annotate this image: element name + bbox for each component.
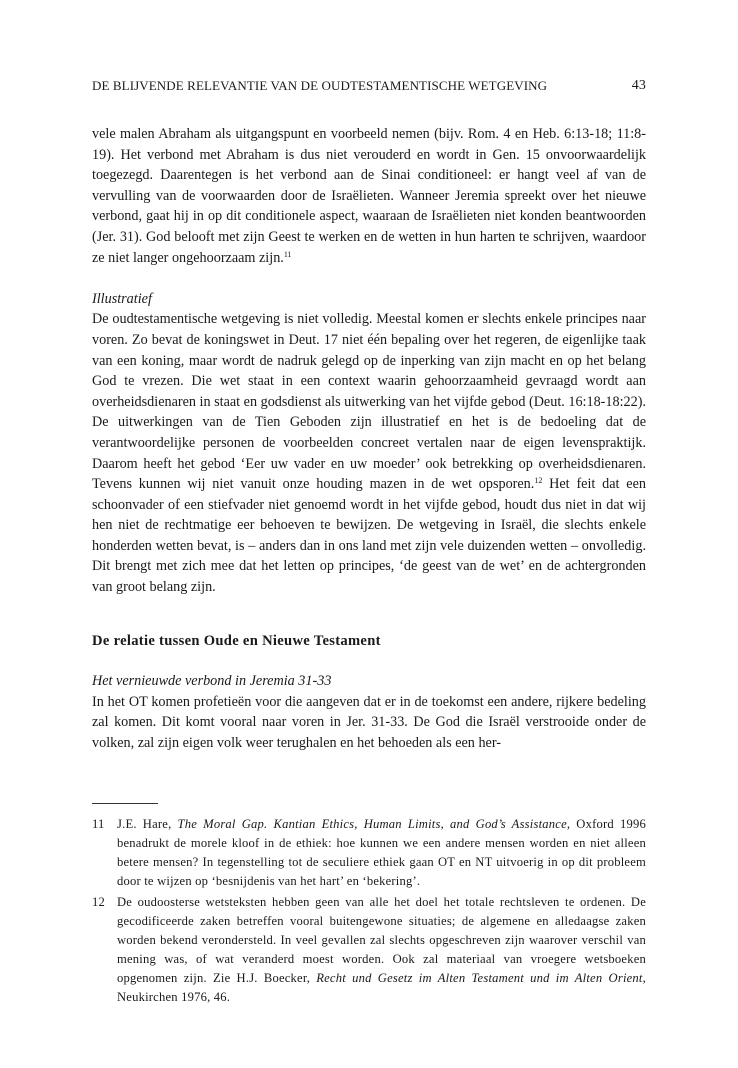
paragraph-text: Het feit dat een schoonvader of een stiefvader niet genoemd wordt in het vijfde gebod, houdt dus niet in dat wij hen niet de rechtmatige eer behoeven te bewijzen. De wetgeving in Israël, die slechts enkele honderden wetten bevat, is – anders dan in ons land met zijn vele duizenden wetten – onvolledig. Dit brengt met zich mee dat het letten op principes, ‘de geest van de wet’ en de achtergronden van groot belang zijn. xyxy=(92,476,646,596)
footnote-number: 12 xyxy=(92,895,105,909)
page-number: 43 xyxy=(631,78,646,93)
subheading-illustratief: Illustratief xyxy=(92,290,152,307)
section-heading: De relatie tussen Oude en Nieuwe Testament xyxy=(92,632,381,649)
paragraph-illustratief xyxy=(92,309,646,597)
footnote-ref-12[interactable]: 12 xyxy=(534,476,543,486)
footnote-text: Oxford 1996 benadrukt de morele kloof in de ethiek: hoe kunnen we een andere mensen worden en niet alleen betere mensen? In tegenstelling tot de seculiere ethiek gaan OT en NT uitvoerig in op dit probleem door te wijzen op ‘besnijdenis van het hart’ en ‘bekering’. xyxy=(117,817,646,888)
footnote-ref-11[interactable]: 11 xyxy=(283,249,292,259)
footnote-author: J.E. Hare, xyxy=(117,817,178,831)
subheading-jeremia: Het vernieuwde verbond in Jeremia 31-33 xyxy=(92,673,332,690)
footnotes xyxy=(92,815,646,1009)
footnote-divider xyxy=(92,803,158,804)
footnote-11 xyxy=(92,815,646,891)
footnote-12 xyxy=(92,893,646,1007)
footnote-text: , Neukirchen 1976, 46. xyxy=(117,971,646,1004)
footnote-book-title: The Moral Gap. Kantian Ethics, Human Limits, and God’s Assistance, xyxy=(177,817,571,831)
paragraph-jeremia: In het OT komen profetieën voor die aangeven dat er in de toekomst een andere, rijkere bedeling zal komen. Dit komt vooral naar voren in Jer. 31-33. De God die Israël verstrooide onder de volken, zal zijn eigen volk weer terughalen en het behoeden als een her- xyxy=(92,693,646,752)
paragraph-abraham xyxy=(92,124,646,268)
footnote-text: De oudoosterse wetsteksten hebben geen van alle het doel het totale rechtsleven te ordenen. De gecodificeerde zaken betreffen vooral buitengewone situaties; de algemene en alledaagse zaken worden bekend verondersteld. In veel gevallen zal slechts opgeschreven zijn waarover verschil van mening was, of wat veranderd moest worden. Ook zal materiaal van vroegere wetsboeken opgenomen zijn. Zie H.J. Boecker, xyxy=(117,895,646,985)
footnote-book-title: Recht und Gesetz im Alten Testament und im Alten Orient xyxy=(316,971,643,985)
running-title: DE BLIJVENDE RELEVANTIE VAN DE OUDTESTAMENTISCHE WETGEVING xyxy=(92,78,548,93)
paragraph-text: De oudtestamentische wetgeving is niet volledig. Meestal komen er slechts enkele principes naar voren. Zo bevat de koningswet in Deut. 17 niet één bepaling over het regeren, de eigenlijke taak van een koning, maar wordt de nadruk gelegd op de inperking van zijn macht en op het belang God te vrezen. Die wet staat in een context waarin gehoorzaamheid gevraagd wordt aan overheidsdienaren in staat en godsdienst als uitwerking van het vijfde gebod (Deut. 16:18-18:22). De uitwerkingen van de Tien Geboden zijn illustratief en het is de bedoeling dat de verantwoordelijke personen de voorbeelden concreet vertalen naar de eigen levenspraktijk. Daarom heeft het gebod ‘Eer uw vader en uw moeder’ ook betrekking op overheidsdienaren. Tevens kunnen wij niet vanuit onze houding mazen in de wet opsporen. xyxy=(92,311,646,493)
body-text xyxy=(92,124,646,754)
running-header xyxy=(92,78,646,98)
footnote-number: 11 xyxy=(92,817,105,831)
paragraph-text: vele malen Abraham als uitgangspunt en voorbeeld nemen (bijv. Rom. 4 en Heb. 6:13-18; 11:8-19). Het verbond met Abraham is dus niet verouderd en wordt in Gen. 15 onvoorwaardelijk toegezegd. Daarentegen is het verbond aan de Sinai conditioneel: er hangt veel af van de vervulling van de voorwaarden door de Israëlieten. Wanneer Jeremia spreekt over het nieuwe verbond, gaat hij in op dit conditionele aspect, waaraan de Israëlieten niet konden beantwoorden (Jer. 31). God belooft met zijn Geest te werken en de wetten in hun harten te schrijven, waardoor ze niet langer ongehoorzaam zijn. xyxy=(92,126,646,266)
